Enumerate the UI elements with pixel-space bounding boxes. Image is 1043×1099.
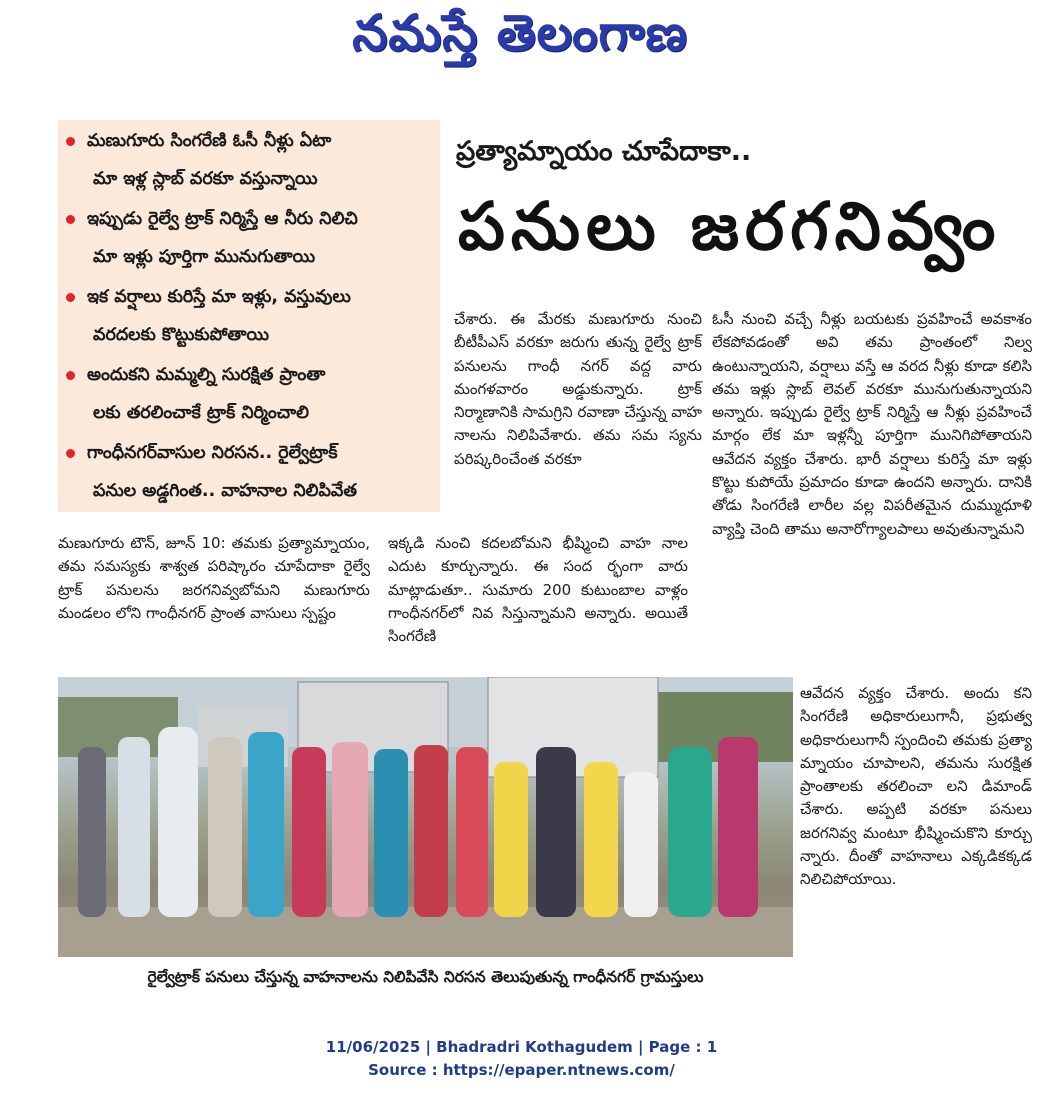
bullet-line: మా ఇళ్లు పూర్తిగా మునుగుతాయి xyxy=(93,247,316,267)
bullet-item xyxy=(66,434,436,510)
footer-source: Source : https://epaper.ntnews.com/ xyxy=(368,1061,675,1079)
bullet-item xyxy=(66,278,436,354)
protest-photo-illustration xyxy=(58,677,793,957)
article-kicker: ప్రత్యామ్నాయం చూపేదాకా.. xyxy=(456,136,752,167)
paragraph: చేశారు. ఈ మేరకు మణుగూరు నుంచి బీటీపీఎస్ వరకూ జరుగు తున్న రైల్వే ట్రాక్ పనులను గాంధీ నగర్ వద్ద వారు మంగళవారం అడ్డుకున్నారు. ట్రాక్ నిర్మాణానికి సామగ్రిని రవాణా చేస్తున్న వాహ నాలను నిలిపివేశారు. తమ సమ స్యను పరిష్కరించేంత వరకూ xyxy=(454,310,702,468)
bullet-dot-icon xyxy=(66,449,75,458)
bullet-line: మణుగూరు సింగరేణి ఓసీ నీళ్లు ఏటా xyxy=(87,131,332,151)
news-clipping xyxy=(58,108,1043,998)
bullet-line: వరదలకు కొట్టుకుపోతాయి xyxy=(93,325,270,345)
article-column-3-top xyxy=(712,308,1032,541)
masthead-logo xyxy=(300,4,740,70)
bullet-item xyxy=(66,122,436,198)
bullet-item xyxy=(66,200,436,276)
bullet-dot-icon xyxy=(66,293,75,302)
photo-caption: రైల్వేట్రాక్ పనులు చేస్తున్న వాహనాలను నిలిపివేసి నిరసన తెలుపుతున్న గాంధీనగర్ గ్రామస్తులు xyxy=(147,968,704,986)
article-column-2-top xyxy=(454,308,702,471)
article-headline: పనులు జరగనివ్వం xyxy=(458,188,1002,265)
bullet-dot-icon xyxy=(66,137,75,146)
bullet-dot-icon xyxy=(66,215,75,224)
highlight-box xyxy=(58,120,440,512)
article-column-2-bottom xyxy=(388,532,688,648)
bullet-line: ఇక వర్షాలు కురిస్తే మా ఇళ్లు, వస్తువులు xyxy=(87,287,351,307)
news-photo xyxy=(58,677,793,957)
bullet-line: మా ఇళ్ల స్లాబ్ వరకూ వస్తున్నాయి xyxy=(93,169,318,189)
bullet-line: అందుకని మమ్మల్ని సురక్షిత ప్రాంతా xyxy=(87,365,326,385)
paragraph: ఆవేదన వ్యక్తం చేశారు. అందు కని సింగరేణి అధికారులుగానీ, ప్రభుత్వ అధికారులుగానీ స్పందించి తమకు ప్రత్యా మ్నాయం చూపాలని, తమను సురక్షిత ప్రాంతాలకు తరలించా లని డిమాండ్ చేశారు. అప్పటి వరకూ పనులు జరగనివ్వ మంటూ భీష్మించుకొని కూర్చు న్నారు. దీంతో వాహనాలు ఎక్కడికక్కడ నిలిచిపోయాయి. xyxy=(800,684,1032,889)
article-column-3-bottom xyxy=(800,682,1032,892)
paragraph: మణుగూరు టౌన్, జూన్ 10: తమకు ప్రత్యామ్నాయం, తమ సమస్యకు శాశ్వత పరిష్కారం చూపేదాకా రైల్వే ట్రాక్ పనులను జరగనివ్వబోమని మణుగూరు మండలం లోని గాంధీనగర్ ప్రాంత వాసులు స్పష్టం xyxy=(58,534,370,622)
footer-date-page: 11/06/2025 | Bhadradri Kothagudem | Page : 1 xyxy=(325,1038,718,1056)
article-column-1 xyxy=(58,532,370,625)
bullet-line: పనుల అడ్డగింత.. వాహనాల నిలిపివేత xyxy=(93,481,357,501)
bullet-item xyxy=(66,356,436,432)
bullet-line: గాంధీనగర్‌వాసుల నిరసన.. రైల్వేట్రాక్ xyxy=(87,443,338,463)
bullet-dot-icon xyxy=(66,371,75,380)
paragraph: ఇక్కడి నుంచి కదలబోమని భీష్మించి వాహ నాల ఎదుట కూర్చున్నారు. ఈ సంద ర్భంగా వారు మాట్లాడుతూ.. సుమారు 200 కుటుంబాల వాళ్లం గాంధీనగర్‌లో నివ సిస్తున్నామని అన్నారు. అయితే సింగరేణి xyxy=(388,534,688,646)
bullet-line: లకు తరలించాకే ట్రాక్ నిర్మించాలి xyxy=(93,403,309,423)
masthead-title: నమస్తే తెలంగాణ xyxy=(352,4,688,62)
paragraph: ఓసీ నుంచి వచ్చే నీళ్లు బయటకు ప్రవహించే అవకాశం లేకపోవడంతో అవి తమ ప్రాంతంలో నిల్వ ఉంటున్నాయని, వర్షాలు వస్తే ఆ వరద నీళ్లు కూడా కలిసి తమ ఇళ్లు స్లాబ్ లెవల్ వరకూ మునుగుతున్నాయని అన్నారు. ఇప్పుడు రైల్వే ట్రాక్ నిర్మిస్తే ఆ నీళ్లు ప్రవహించే మార్గం లేక మా ఇళ్లన్నీ పూర్తిగా మునిగిపోతాయని ఆవేదన వ్యక్తం చేశారు. భారీ వర్షాలు కురిస్తే మా ఇళ్లు కొట్టు కుపోయే ప్రమాదం కూడా ఉందని అన్నారు. దానికి తోడు సింగరేణి లారీల వల్ల విపరీతమైన దుమ్ముధూళి వ్యాప్తి చెంది తాము అనారోగ్యాలపాలు అవుతున్నామని xyxy=(712,310,1032,538)
bullet-line: ఇప్పుడు రైల్వే ట్రాక్ నిర్మిస్తే ఆ నీరు నిలిచి xyxy=(87,209,358,229)
